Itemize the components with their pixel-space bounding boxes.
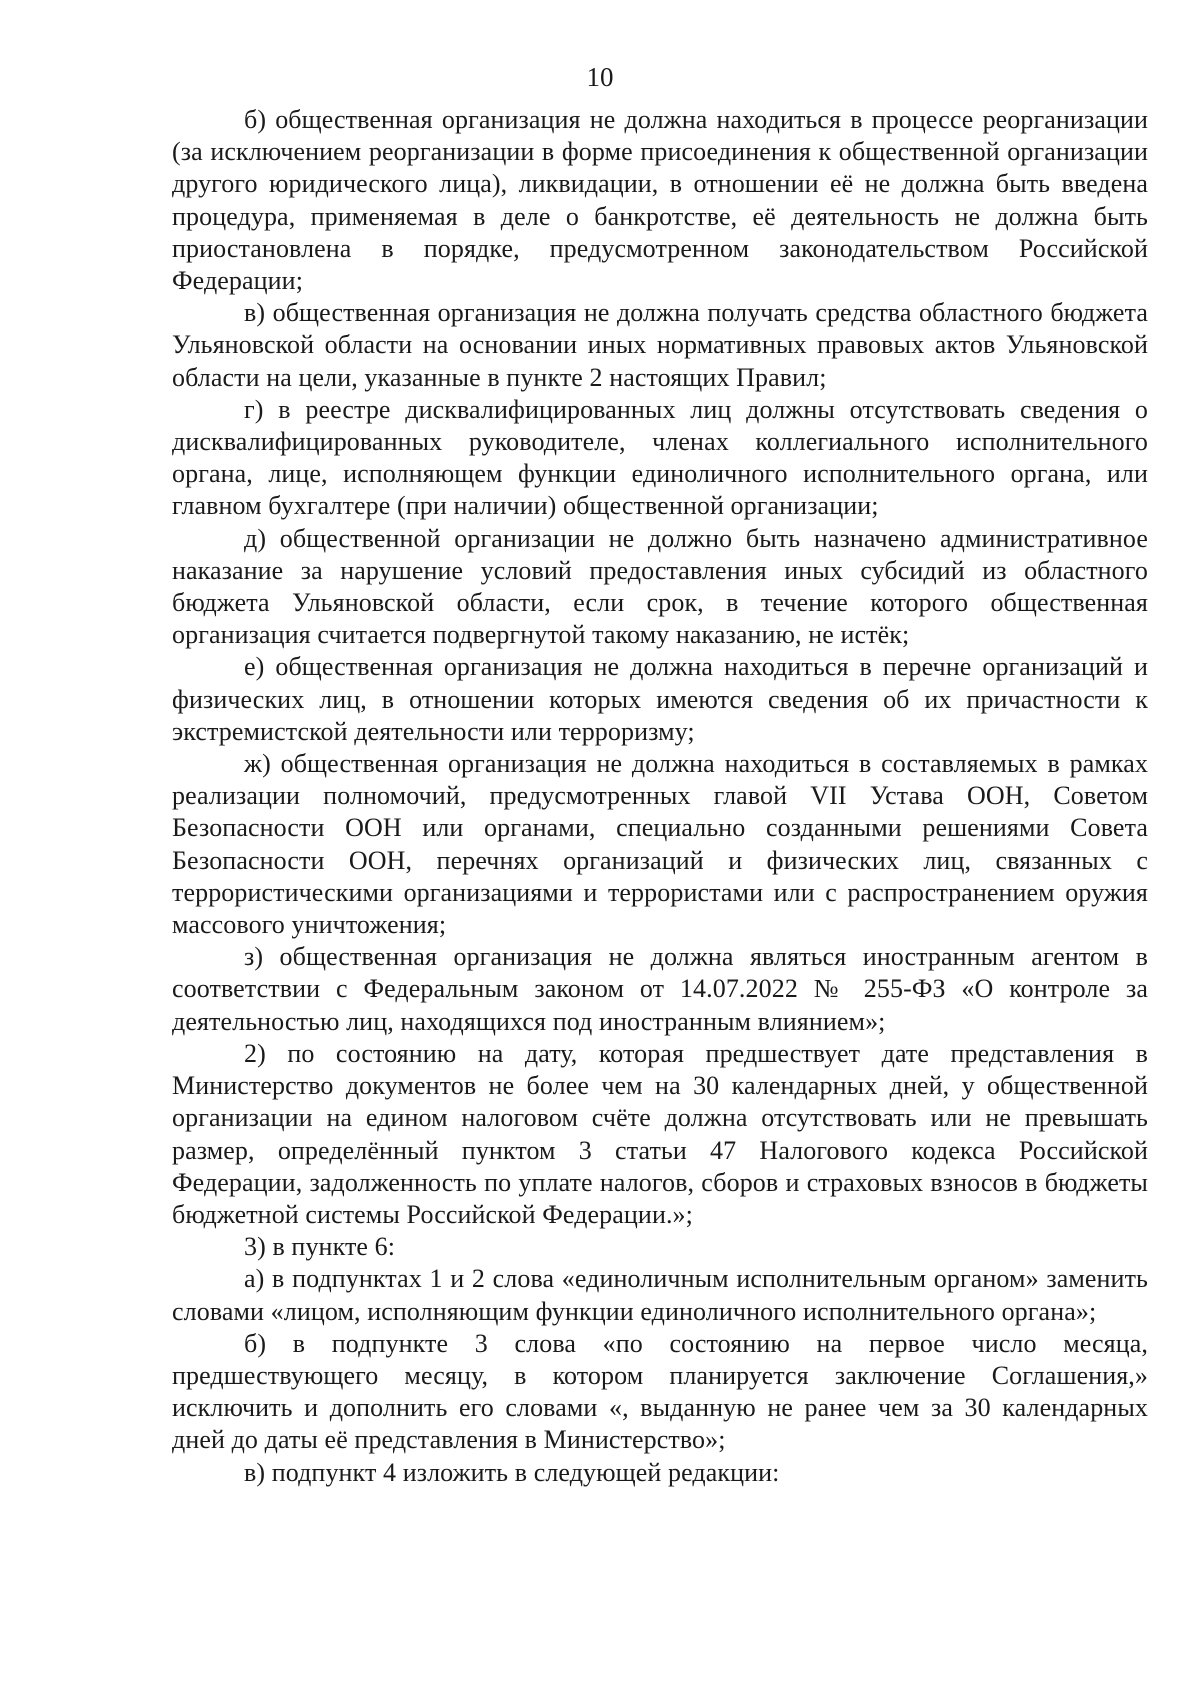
paragraph-zh-un-lists: ж) общественная организация не должна находиться в составляемых в рамках реализации полномочий, предусмотренных главой VII Устава ООН, Советом Безопасности ООН или органами, специально созданными решениями Совета Безопасности ООН, перечнях организаций и физических лиц, связанных с террористическими организациями и террористами или с распространением оружия массового уничтожения; (172, 749, 1148, 940)
page-number: 10 (586, 62, 614, 92)
paragraph-b-subclause-3: б) в подпункте 3 слова «по состоянию на первое число месяца, предшествующего месяцу, в котором планируется заключение Соглашения,» исключить и дополнить его словами «, выданную не ранее чем за 30 календарных дней до даты её представления в Министерство»; (172, 1328, 1148, 1455)
paragraph-g-disqualified-registry: г) в реестре дисквалифицированных лиц должны отсутствовать сведения о дисквалифицированных руководителе, членах коллегиального исполнительного органа, лице, исполняющем функции единоличного исполнительного органа, или главном бухгалтере (при наличии) общественной организации; (172, 394, 1148, 521)
document-body (172, 104, 1148, 1489)
paragraph-e-extremism-list: е) общественная организация не должна находиться в перечне организаций и физических лиц, в отношении которых имеются сведения об их причастности к экстремистской деятельности или терроризму; (172, 652, 1148, 746)
paragraph-v-budget-funds: в) общественная организация не должна получать средства областного бюджета Ульяновской области на основании иных нормативных правовых актов Ульяновской области на цели, указанные в пункте 2 настоящих Правил; (172, 298, 1148, 392)
paragraph-d-administrative-penalty: д) общественной организации не должно быть назначено административное наказание за нарушение условий предоставления иных субсидий из областного бюджета Ульяновской области, если срок, в течение которого общественная организация считается подвергнутой такому наказанию, не истёк; (172, 523, 1148, 650)
paragraph-3-clause-6: 3) в пункте 6: (244, 1232, 396, 1262)
paragraph-b-reorganization: б) общественная организация не должна находиться в процессе реорганизации (за исключением реорганизации в форме присоединения к общественной организации другого юридического лица), ликвидации, в отношении её не должна быть введена процедура, применяемая в деле о банкротстве, её деятельность не должна быть приостановлена в порядке, предусмотренном законодательством Российской Федерации; (172, 105, 1148, 296)
paragraph-v-subclause-4: в) подпункт 4 изложить в следующей редакции: (244, 1457, 780, 1487)
paragraph-z-foreign-agent: з) общественная организация не должна являться иностранным агентом в соответствии с Федеральным законом от 14.07.2022 № 255-ФЗ «О контроле за деятельностью лиц, находящихся под иностранным влиянием»; (172, 942, 1148, 1036)
paragraph-a-subclauses-1-2: а) в подпунктах 1 и 2 слова «единоличным исполнительным органом» заменить словами «лицом, исполняющим функции единоличного исполнительного органа»; (172, 1264, 1148, 1326)
paragraph-2-tax-debt: 2) по состоянию на дату, которая предшествует дате представления в Министерство документов не более чем на 30 календарных дней, у общественной организации на едином налоговом счёте должна отсутствовать или не превышать размер, определённый пунктом 3 статьи 47 Налогового кодекса Российской Федерации, задолженность по уплате налогов, сборов и страховых взносов в бюджеты бюджетной системы Российской Федерации.»; (172, 1038, 1148, 1229)
